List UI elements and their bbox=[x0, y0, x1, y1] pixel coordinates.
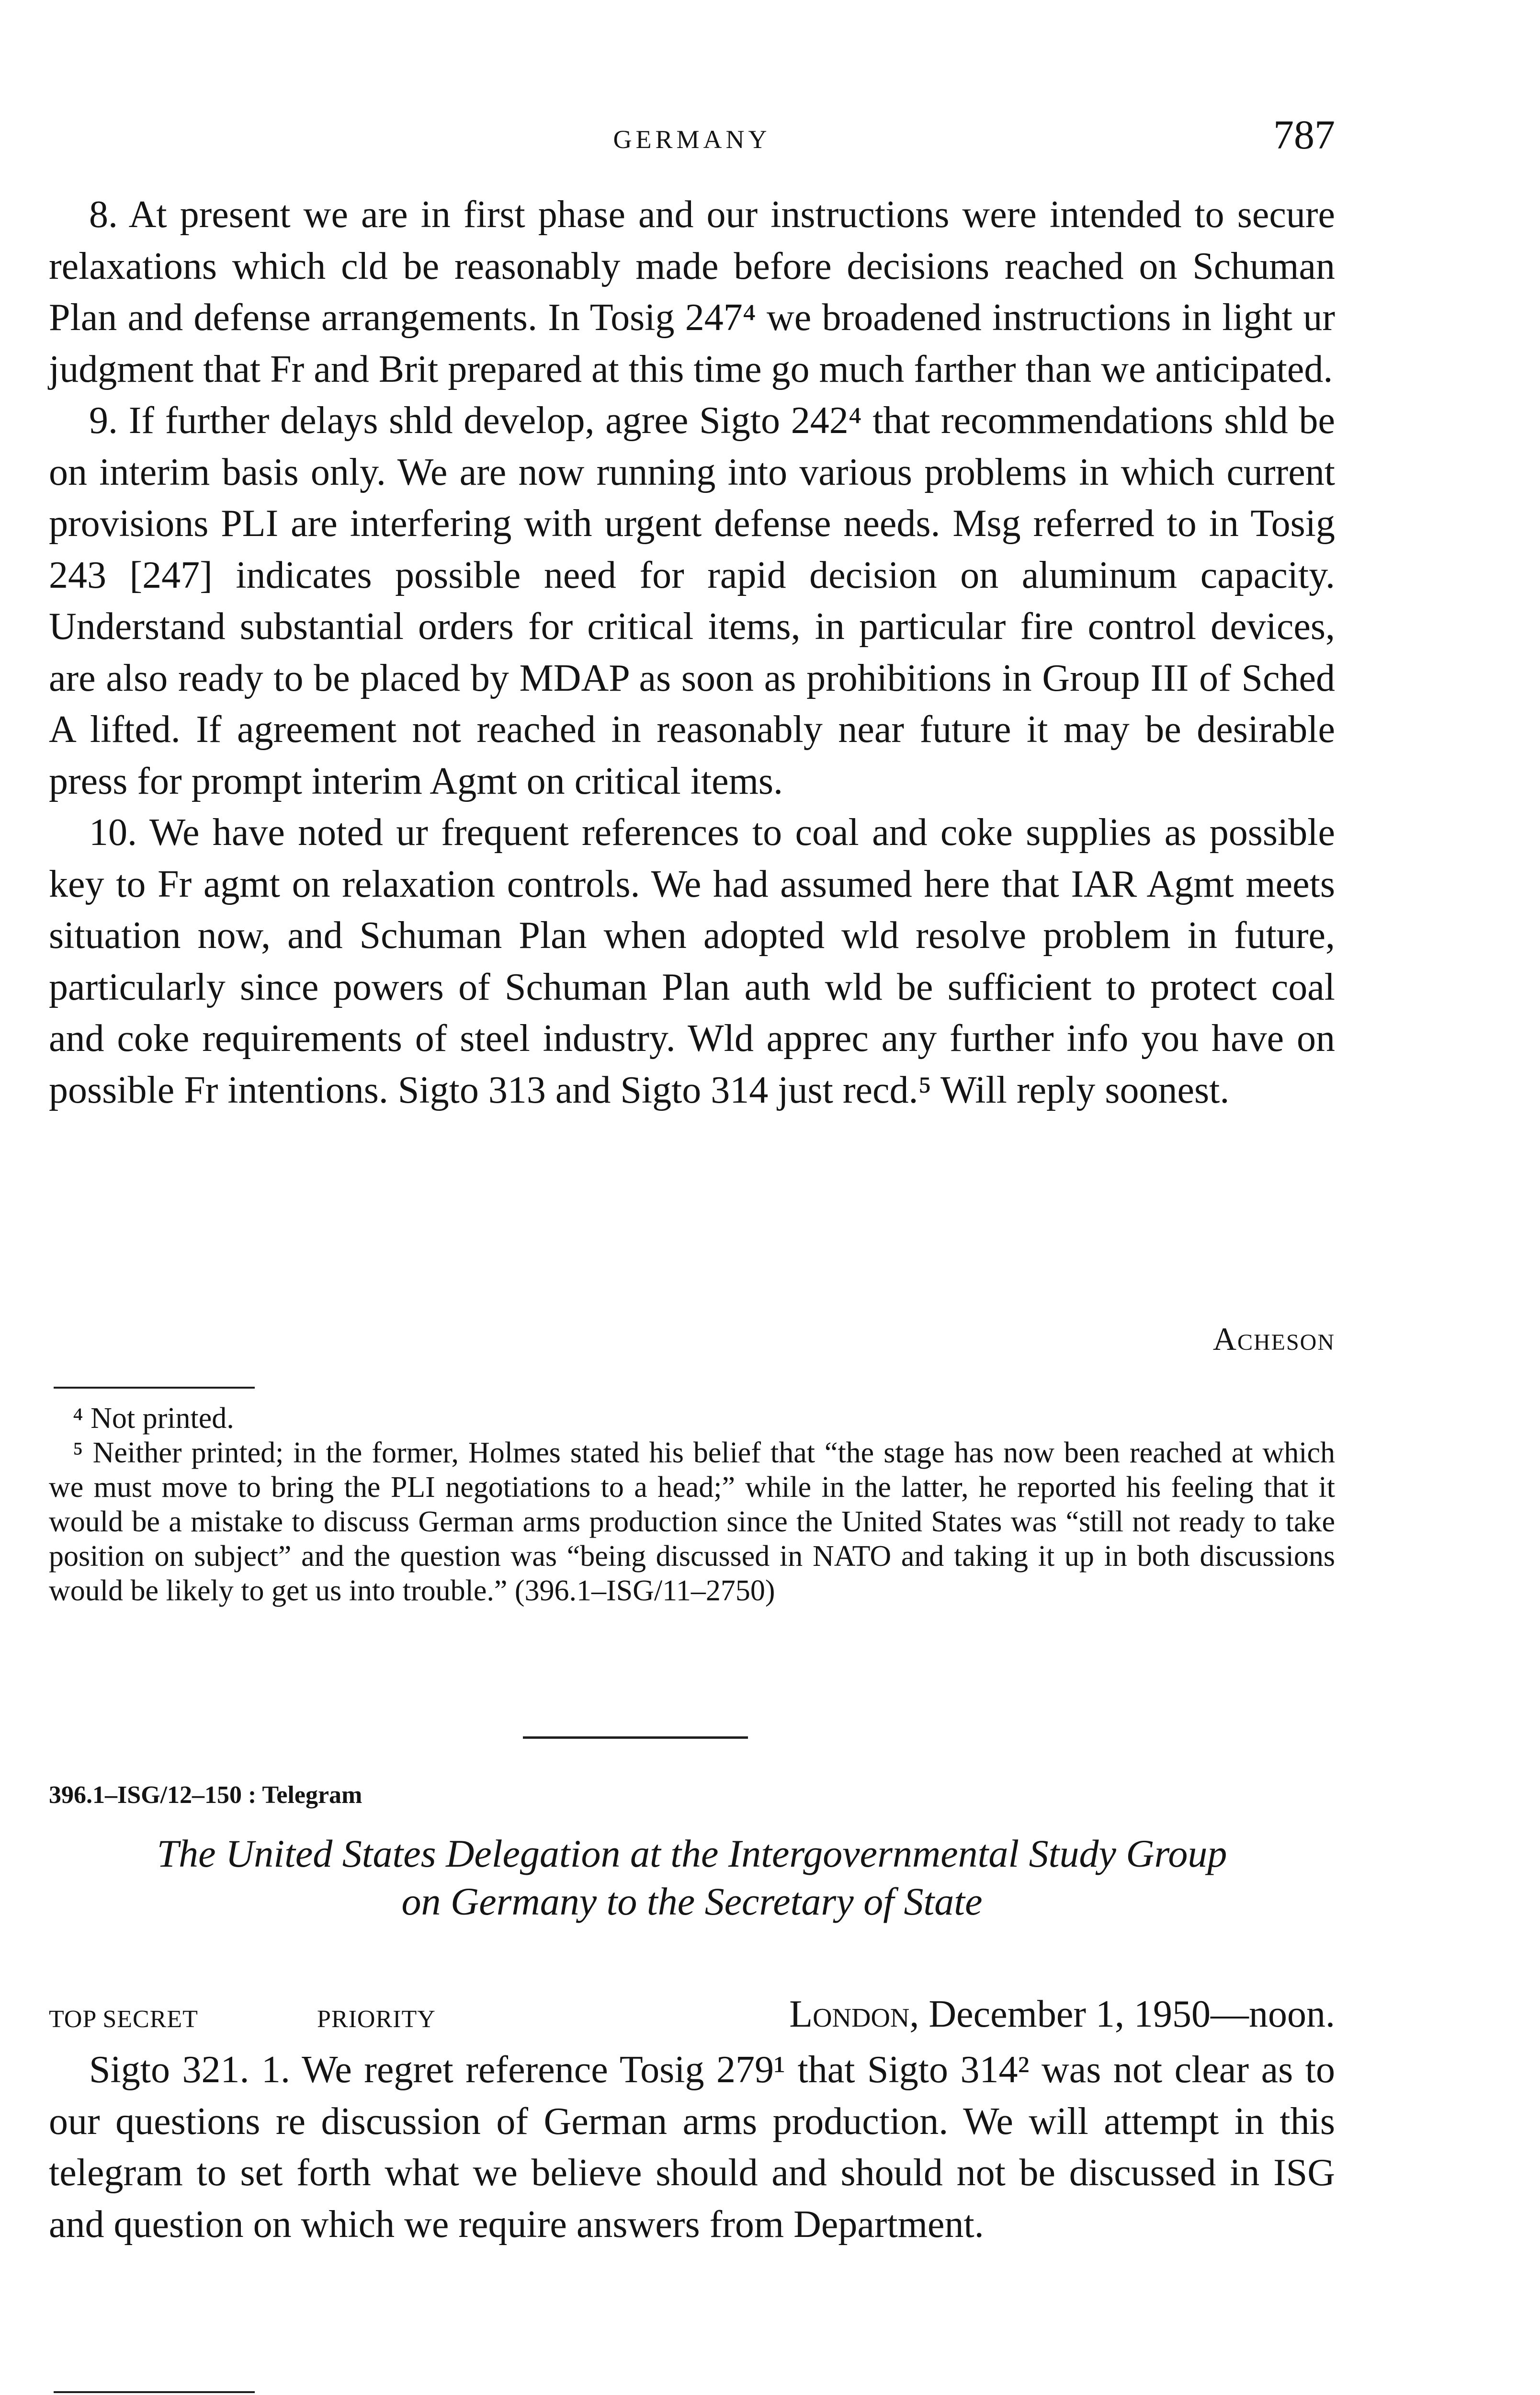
place: London bbox=[789, 1993, 910, 2035]
document-separator bbox=[523, 1736, 748, 1739]
footnote-rule bbox=[54, 1387, 255, 1389]
footnote-4: ⁴ Not printed. bbox=[73, 1402, 234, 1435]
place-and-date bbox=[789, 1993, 1335, 2036]
dateline bbox=[49, 1993, 1335, 2041]
paragraph-10: 10. We have noted ur frequent references to coal and coke supplies as possible key to Fr agmt on relaxation controls. We had assumed here that IAR Agmt meets situation now, and Schuman Plan when adopted wld resolve problem in future, particularly since powers of Schuman Plan auth wld be sufficient to protect coal and coke requirements of steel industry. Wld apprec any further info you have on possible Fr intentions. Sigto 313 and Sigto 314 just recd.⁵ Will reply soonest. bbox=[49, 811, 1335, 1111]
precedence-label: PRIORITY bbox=[317, 2006, 436, 2033]
first-document-body bbox=[49, 189, 1335, 1116]
signature: Acheson bbox=[1212, 1321, 1335, 1357]
running-head bbox=[49, 114, 1335, 162]
file-number: 396.1–ISG/12–150 : Telegram bbox=[49, 1781, 362, 1809]
page-number: 787 bbox=[1273, 112, 1335, 158]
date: , December 1, 1950—noon. bbox=[909, 1993, 1335, 2035]
paragraph-9: 9. If further delays shld develop, agree Sigto 242⁴ that recommendations shld be on interim basis only. We are now running into various problems in which current provisions PLI are interfering with urgent defense needs. Msg referred to in Tosig 243 [247] indicates possible need for rapid decision on aluminum capacity. Understand substantial orders for critical items, in particular fire control devices, are also ready to be placed by MDAP as soon as prohibitions in Group III of Sched A lifted. If agreement not reached in reasonably near future it may be desirable press for prompt interim Agmt on critical items. bbox=[49, 399, 1335, 802]
footnote-5: ⁵ Neither printed; in the former, Holmes stated his belief that “the stage has now been reached at which we must move to bring the PLI negotiations to a head;” while in the latter, he reported his feeling that it would be a mistake to discuss German arms production since the United States was “still not ready to take position on subject” and the question was “being discussed in NATO and taking it up in both discussions would be likely to get us into trouble.” (396.1–ISG/11–2750) bbox=[49, 1437, 1335, 1607]
classification-label: TOP SECRET bbox=[49, 2006, 198, 2033]
document-title-line-1: The United States Delegation at the Intergovernmental Study Group bbox=[157, 1832, 1227, 1875]
footnote-rule-2 bbox=[54, 2391, 255, 2393]
running-head-title: GERMANY bbox=[613, 125, 771, 154]
first-document-footnotes bbox=[49, 1401, 1335, 1608]
paragraph-8: 8. At present we are in first phase and our instructions were intended to secure relaxations which cld be reasonably made before decisions reached on Schuman Plan and defense arrangements. In Tosig 247⁴ we broadened instructions in light ur judgment that Fr and Brit prepared at this time go much farther than we anticipated. bbox=[49, 194, 1335, 390]
second-document-body bbox=[49, 2044, 1335, 2250]
paragraph-sigto-321: Sigto 321. 1. We regret reference Tosig 279¹ that Sigto 314² was not clear as to our questions re discussion of German arms production. We will attempt in this telegram to set forth what we believe should and should not be discussed in ISG and question on which we require answers from Department. bbox=[49, 2049, 1335, 2246]
document-title-line-2: on Germany to the Secretary of State bbox=[401, 1880, 983, 1923]
document-title bbox=[49, 1830, 1335, 1926]
